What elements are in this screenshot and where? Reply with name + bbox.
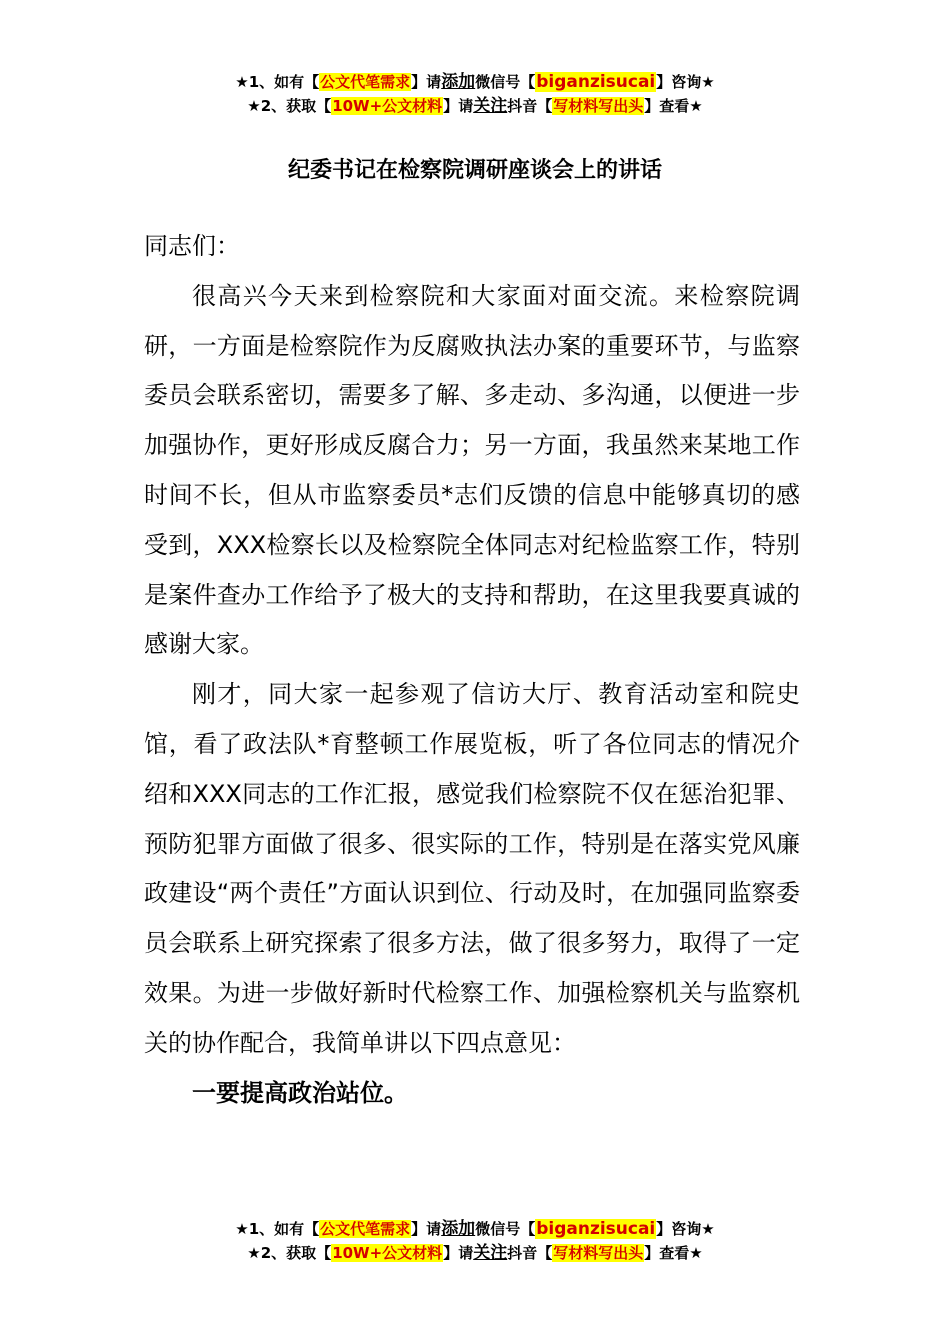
banner-line-2: ★2、获取【10W+公文材料】请关注抖音【写材料写出头】查看★ [247, 96, 703, 116]
highlight-service: 公文代笔需求 [320, 73, 411, 91]
highlight-materials: 10W+公文材料 [332, 1244, 443, 1262]
document-title: 纪委书记在检察院调研座谈会上的讲话 [287, 158, 662, 183]
banner-line-1: ★1、如有【公文代笔需求】请添加微信号【biganzisucai】咨询★ [235, 72, 715, 92]
star-icon: ★ [247, 97, 261, 115]
star-icon: ★ [235, 73, 249, 91]
document-body [144, 222, 800, 1118]
star-icon: ★ [689, 97, 703, 115]
highlight-douyin-account: 写材料写出头 [553, 97, 644, 115]
star-icon: ★ [689, 1244, 703, 1262]
highlight-materials: 10W+公文材料 [332, 97, 443, 115]
underlined-word: 关注 [473, 96, 508, 116]
section-heading: 一要提高政治站位。 [192, 1078, 408, 1107]
highlight-service: 公文代笔需求 [320, 1220, 411, 1238]
header-banner [0, 70, 950, 118]
underlined-word: 添加 [441, 72, 476, 92]
star-icon: ★ [701, 73, 715, 91]
highlight-wechat-id: biganzisucai [536, 72, 656, 92]
star-icon: ★ [235, 1220, 249, 1238]
salutation: 同志们： [144, 232, 240, 260]
paragraph-2: 刚才，同大家一起参观了信访大厅、教育活动室和院史馆，看了政法队*育整顿工作展览板，听了各位同志的情况介绍和XXX同志的工作汇报，感觉我们检察院不仅在惩治犯罪、预防犯罪方面做了很多、很实际的工作，特别是在落实党风廉政建设“两个责任”方面认识到位、行动及时，在加强同监察委员会联系上研究探索了很多方法，做了很多努力，取得了一定效果。为进一步做好新时代检察工作、加强检察机关与监察机关的协作配合，我简单讲以下四点意见： [144, 680, 800, 1057]
star-icon: ★ [701, 1220, 715, 1238]
banner-line-2: ★2、获取【10W+公文材料】请关注抖音【写材料写出头】查看★ [247, 1243, 703, 1263]
footer-banner [0, 1217, 950, 1265]
highlight-wechat-id: biganzisucai [536, 1219, 656, 1239]
paragraph-1: 很高兴今天来到检察院和大家面对面交流。来检察院调研，一方面是检察院作为反腐败执法办案的重要环节，与监察委员会联系密切，需要多了解、多走动、多沟通，以便进一步加强协作，更好形成反腐合力；另一方面，我虽然来某地工作时间不长，但从市监察委员*志们反馈的信息中能够真切的感受到，XXX检察长以及检察院全体同志对纪检监察工作，特别是案件查办工作给予了极大的支持和帮助，在这里我要真诚的感谢大家。 [144, 281, 800, 659]
underlined-word: 关注 [473, 1243, 508, 1263]
banner-line-1: ★1、如有【公文代笔需求】请添加微信号【biganzisucai】咨询★ [235, 1219, 715, 1239]
star-icon: ★ [247, 1244, 261, 1262]
highlight-douyin-account: 写材料写出头 [553, 1244, 644, 1262]
underlined-word: 添加 [441, 1219, 476, 1239]
